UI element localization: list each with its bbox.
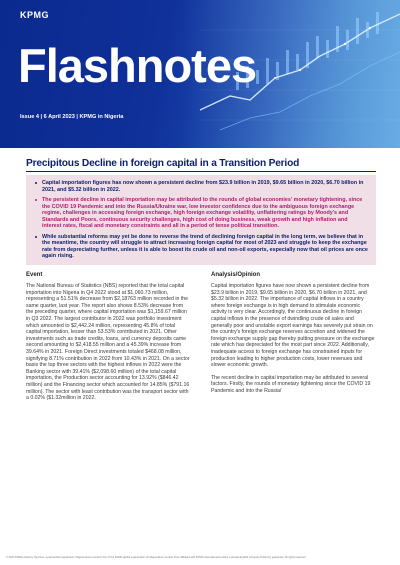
hero-banner bbox=[0, 0, 400, 148]
article-headline: Precipitous Decline in foreign capital in a Transition Period bbox=[26, 158, 300, 169]
highlight-item: Capital importation figures has now shown a persistent decline from $23.9 billion in 2019, $9.65 billion in 2020, $6.70 billion in 2021, and $5.32 billion in 2022. bbox=[42, 180, 368, 193]
publication-title: Flashnotes bbox=[18, 39, 257, 92]
analysis-paragraph: The recent decline in capital importation may be attributed to several factors. Firstly, the rounds of monetary tightening since the COVID 19 Pandemic and into the Russia/ bbox=[211, 374, 371, 394]
analysis-heading: Analysis/Opinion bbox=[211, 272, 261, 278]
key-highlights-box bbox=[26, 175, 376, 265]
event-paragraph: The National Bureau of Statistics (NBS) reported that the total capital importation into Nigeria in Q4 2022 stood at $1,060.73 million, representing a 51.51% decrease from $2,18763 million recorded in the same quarter, last year. The report also shows 8.53% decrease from the preceding quarter, where capital importation was $1,159.67 million in Q3 2022. The largest contributor in 2022 was portfolio investment which amounted to $2,442.24 million, representing 45.8% of total capital importation, lesser than 53.53% contributed in 2021. Other investments such as trade credits, loans, and currency deposits came second amounting to $2,418.55 million and a 45.39% increase from 39.64% in 2021. Foreign Direct investments totaled $468.08 million, signifying 8.71% contribution in 2022 from 10.43% in 2021. On a sector basis the top three sectors with the highest inflows in 2022 were the Banking sector with 39.41% ($2,098.60 million) of the total capital importation, the Production sector accounting for 13.92% ($846.42 million) and the Financing sector which accounted for 14.85% ($791.16 million). The sector with least contribution was the transport sector with a 0.02% ($1.32million in 2022. bbox=[26, 283, 190, 402]
highlight-item: The persistent decline in capital importation may be attributed to the rounds of global economies' monetary tightening, since the COVID 19 Pandemic and into the Russia/Ukraine war, low investor confidence due to the ambiguous foreign exchange regime, challenges in accessing foreign exchange, high foreign exchange volatility, unflattering ratings by Moody's and Standards and Poors, continuous security challenges, high cost of doing business, weak growth and high inflation and interest rates, fiscal and monetary constraints and all in a period of tense political transition. bbox=[42, 197, 368, 230]
copyright-note: © 2023 KPMG Advisory Services, a partnership registered in Nigeria and a member firm of the KPMG global organization of independent member firms affiliated with KPMG International Limited, a private English company limited by guarantee. All rights reserved. bbox=[6, 556, 307, 559]
issue-line: Issue 4 | 6 April 2023 | KPMG in Nigeria bbox=[20, 114, 124, 120]
analysis-paragraph: Capital importation figures have now shown a persistent decline from $23.9 billion in 2019, $9.65 billion in 2020, $6.70 billion in 2021, and $5.32 billion in 2022. The importance of capital inflows in a country where foreign exchange is in high demand to stimulate economic activity is very clear. Accordingly, the continuous decline in foreign capital inflows in the presence of dwindling crude oil sales and generally poor and unstable export earnings has severely put strain on the country's foreign exchange reserves accretion and widened the foreign exchange supply gap thereby putting pressure on the exchange rate which has depreciated for the most part since 2022. Additionally, inadequate access to foreign exchange has constrained inputs for production leading to higher production costs, lower revenues and slower economic growth. bbox=[211, 283, 375, 369]
event-heading: Event bbox=[26, 272, 43, 278]
highlight-item: While substantial reforms may yet be done to reverse the trend of declining foreign capital in the long term, we believe that in the meantime, the country will struggle to attract increasing foreign capital for most of 2023 and struggle to keep the exchange rate from depreciating further, unless it is able to boost its crude oil and non-oil exports, especially now that oil prices are once again rising. bbox=[42, 233, 368, 259]
analysis-column bbox=[211, 272, 376, 401]
kpmg-logo: KPMG bbox=[20, 10, 49, 20]
event-column bbox=[26, 272, 191, 408]
headline-divider bbox=[26, 171, 376, 172]
